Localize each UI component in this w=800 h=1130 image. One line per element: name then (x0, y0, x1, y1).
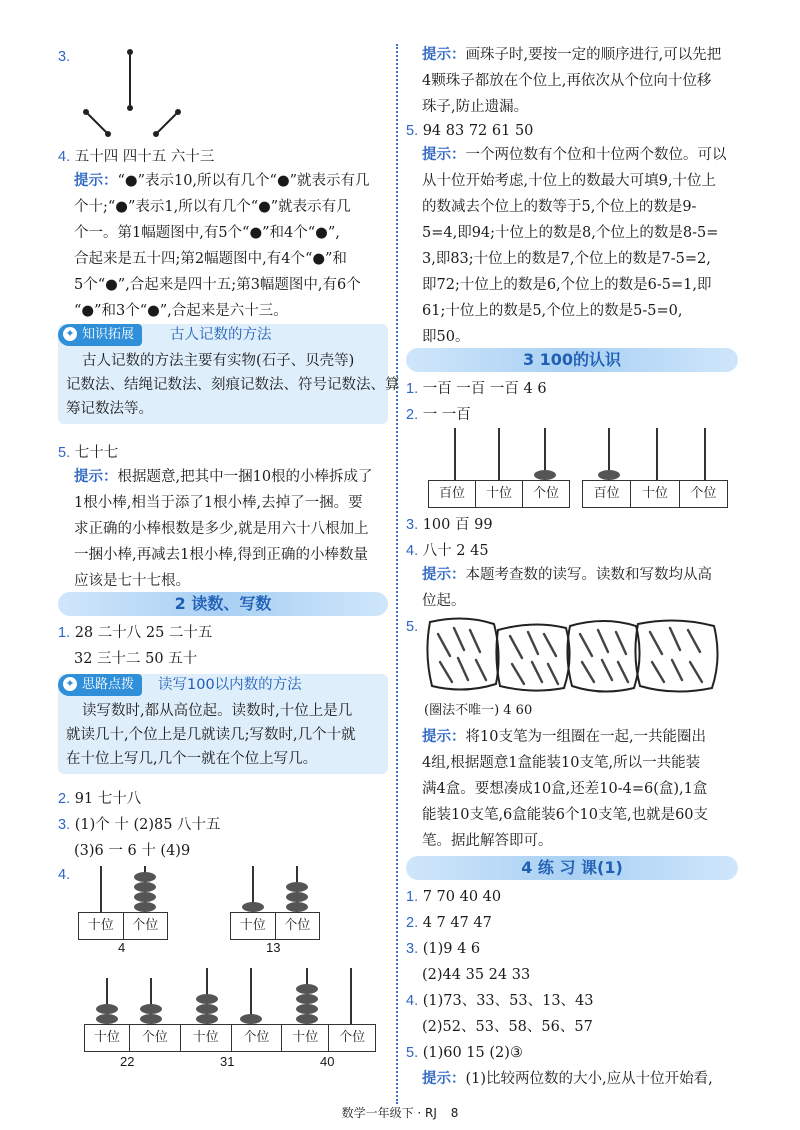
stick-drawing (78, 44, 208, 140)
abacus-rod (498, 428, 500, 480)
abacus-rod (454, 428, 456, 480)
answer-line: 2. 一 一百 (406, 407, 471, 423)
page-footer (0, 1104, 800, 1121)
abacus-bead (296, 994, 318, 1004)
answer-line: 1. 28 二十八 25 二十五 (58, 625, 213, 641)
ones-label: 个位 (232, 1025, 283, 1051)
section-heading: 3 100的认识 (406, 348, 738, 372)
tens-label: 十位 (282, 1025, 329, 1051)
hint-text: 笔。据此解答即可。 (422, 833, 553, 849)
hint-text: 将10支笔为一组圈在一起,一共能圈出 (465, 729, 707, 745)
answer-line: 3. (1)个 十 (2)85 八十五 (58, 817, 221, 833)
page-number: 8 (450, 1106, 459, 1120)
thinking-tips-box (58, 674, 388, 774)
answer-line: 4. (1)73、33、53、13、43 (406, 993, 594, 1009)
abacus-bead (240, 1014, 262, 1024)
abacus-caption: 22 (120, 1054, 135, 1069)
hint-text: 1根小棒,相当于添了1根小棒,去掉了一捆。要 (74, 495, 363, 511)
abacus-bead (286, 882, 308, 892)
abacus-100-pair (428, 428, 728, 508)
tens-label: 十位 (79, 913, 124, 939)
hint-text: 从十位开始考虑,十位上的数最大可填9,十位上 (422, 173, 716, 189)
hint-text: 求正确的小棒根数是多少,就是用六十八根加上 (74, 521, 369, 537)
hint-text: “●”表示10,所以有几个“●”就表示有几 (117, 173, 370, 189)
hint-label: 提示： (422, 147, 466, 163)
tip-text: 古人记数的方法主要有实物(石子、贝壳等) (82, 353, 355, 369)
hint-text: 5个“●”,合起来是四十五;第3幅题图中,有6个 (74, 277, 361, 293)
tip-title: 古人记数的方法 (170, 327, 272, 343)
hint-text: 3,即83;十位上的数是7,个位上的数是7-5=2, (422, 251, 711, 267)
answer-line: (2)44 35 24 33 (422, 967, 531, 983)
abacus-bead (296, 984, 318, 994)
tens-label: 十位 (181, 1025, 232, 1051)
hint-text: (1)比较两位数的大小,应从十位开始看, (465, 1071, 713, 1087)
ones-label: 个位 (532, 486, 559, 501)
pens-grouping-illustration (424, 614, 724, 696)
answer-line: 5. (1)60 15 (2)③ (406, 1045, 523, 1061)
hint-label: 提示： (422, 567, 466, 583)
hundreds-label: 百位 (429, 481, 476, 507)
abacus-row (84, 968, 374, 1068)
answer-line: 2. 91 七十八 (58, 791, 142, 807)
answer-line: (2)52、53、58、56、57 (422, 1019, 593, 1035)
tens-label: 十位 (476, 481, 523, 507)
hint-text: 一捆小棒,再减去1根小棒,得到正确的小棒数量 (74, 547, 368, 563)
tip-text: 就读几十,个位上是几就读几;写数时,几个十就 (66, 727, 356, 743)
hint-text: 个一。第1幅题图中,有5个“●”和4个“●”, (74, 225, 340, 241)
hint-text: 珠子,防止遗漏。 (422, 99, 529, 115)
tip-text: 在十位上写几,几个一就在个位上写几。 (66, 751, 318, 767)
abacus-caption: 4 (118, 940, 126, 955)
answer-line: 1. 7 70 40 40 (406, 889, 502, 905)
hint-text: 根据题意,把其中一捆10根的小棒拆成了 (117, 469, 373, 485)
abacus-rod (350, 968, 352, 1024)
tens-label: 十位 (631, 481, 679, 507)
section-heading: 2 读数、写数 (58, 592, 388, 616)
abacus-bead (96, 1014, 118, 1024)
section-heading: 4 练 习 课(1) (406, 856, 738, 880)
abacus-bead (140, 1014, 162, 1024)
abacus-bead (286, 892, 308, 902)
abacus-bead (140, 1004, 162, 1014)
abacus-rod (704, 428, 706, 480)
hint-text: 即50。 (422, 329, 470, 345)
hint-label: 提示： (74, 469, 118, 485)
abacus-bead (196, 994, 218, 1004)
hint-text: 位起。 (422, 593, 466, 609)
tens-label: 十位 (231, 913, 276, 939)
hint-text: 的数减去个位上的数等于5,个位上的数是9- (422, 199, 697, 215)
abacus-bead (598, 470, 620, 480)
hint-label: 提示： (422, 729, 466, 745)
abacus-bead (134, 892, 156, 902)
hint-text: 本题考查数的读写。读数和写数均从高 (465, 567, 712, 583)
abacus-rod (100, 866, 102, 912)
figure-caption: (圈法不唯一) 4 60 (424, 703, 533, 718)
hint-text: 满4盒。要想凑成10盒,还差10-4=6(盒),1盒 (422, 781, 708, 797)
abacus-rod (656, 428, 658, 480)
answer-line: 2. 4 7 47 47 (406, 915, 492, 931)
lightbulb-icon: ✦ (63, 327, 77, 341)
answer-line: 3. 100 百 99 (406, 517, 493, 533)
abacus-bead (286, 902, 308, 912)
tip-title: 读写100以内数的方法 (158, 677, 302, 693)
hint-text: 个十;“●”表示1,所以有几个“●”就表示有几 (74, 199, 351, 215)
footer-subject: 数学一年级下 · RJ (341, 1106, 437, 1120)
abacus-bead (134, 872, 156, 882)
answer-line: 4. 五十四 四十五 六十三 (58, 149, 215, 165)
abacus-caption: 40 (320, 1054, 335, 1069)
abacus-bead (134, 902, 156, 912)
answer-line: 3. (1)9 4 6 (406, 941, 481, 957)
ones-label: 个位 (284, 918, 311, 933)
tip-badge: ✦ 知识拓展 (58, 324, 142, 346)
hint-text: 即72;十位上的数是6,个位上的数是6-5=1,即 (422, 277, 712, 293)
abacus-bead (242, 902, 264, 912)
hint-text: 能装10支笔,6盒能装6个10支笔,也就是60支 (422, 807, 709, 823)
abacus-bead (296, 1004, 318, 1014)
lightbulb-icon: ✦ (63, 677, 77, 691)
ones-label: 个位 (339, 1030, 366, 1045)
question-number: 5. (406, 619, 419, 635)
answer-line: (3)6 一 6 十 (4)9 (74, 843, 191, 859)
question-number: 4. (58, 867, 71, 883)
abacus-bead (534, 470, 556, 480)
hint-text: 合起来是五十四;第2幅题图中,有4个“●”和 (74, 251, 347, 267)
hint-text: 61;十位上的数是5,个位上的数是5-5=0, (422, 303, 683, 319)
tens-label: 十位 (85, 1025, 130, 1051)
question-number: 3. (58, 49, 71, 65)
hint-text: 一个两位数有个位和十位两个数位。可以 (465, 147, 727, 163)
hint-text: 应该是七十七根。 (74, 573, 190, 589)
abacus-bead (296, 1014, 318, 1024)
hint-label: 提示： (422, 1071, 466, 1087)
ones-label: 个位 (690, 486, 717, 501)
abacus-caption: 31 (220, 1054, 235, 1069)
abacus-13 (230, 866, 320, 958)
abacus-4 (78, 866, 168, 958)
hint-label: 提示： (74, 173, 118, 189)
abacus-bead (134, 882, 156, 892)
ones-label: 个位 (132, 918, 159, 933)
answer-line: 5. 七十七 (58, 445, 119, 461)
tip-text: 筹记数法等。 (66, 401, 153, 417)
knowledge-extension-box (58, 324, 400, 424)
abacus-bead (96, 1004, 118, 1014)
answer-line: 4. 八十 2 45 (406, 543, 489, 559)
tip-badge: ✦ 思路点拨 (58, 674, 142, 696)
hint-text: “●”和3个“●”,合起来是六十三。 (74, 303, 288, 319)
tip-text: 读写数时,都从高位起。读数时,十位上是几 (82, 703, 353, 719)
answer-line: 5. 94 83 72 61 50 (406, 123, 534, 139)
tip-text: 记数法、结绳记数法、刻痕记数法、符号记数法、算 (66, 377, 400, 393)
hundreds-label: 百位 (583, 481, 631, 507)
column-divider (396, 44, 398, 1104)
abacus-caption: 13 (266, 940, 281, 955)
hint-text: 画珠子时,要按一定的顺序进行,可以先把 (465, 47, 722, 63)
hint-label: 提示： (422, 47, 466, 63)
ones-label: 个位 (130, 1025, 181, 1051)
abacus-bead (196, 1014, 218, 1024)
answer-line: 32 三十二 50 五十 (74, 651, 198, 667)
abacus-bead (196, 1004, 218, 1014)
hint-text: 4组,根据题意1盒能装10支笔,所以一共能装 (422, 755, 701, 771)
answer-line: 1. 一百 一百 一百 4 6 (406, 381, 547, 397)
hint-text: 4颗珠子都放在个位上,再依次从个位向十位移 (422, 73, 712, 89)
hint-text: 5=4,即94;十位上的数是8,个位上的数是8-5= (422, 225, 719, 241)
